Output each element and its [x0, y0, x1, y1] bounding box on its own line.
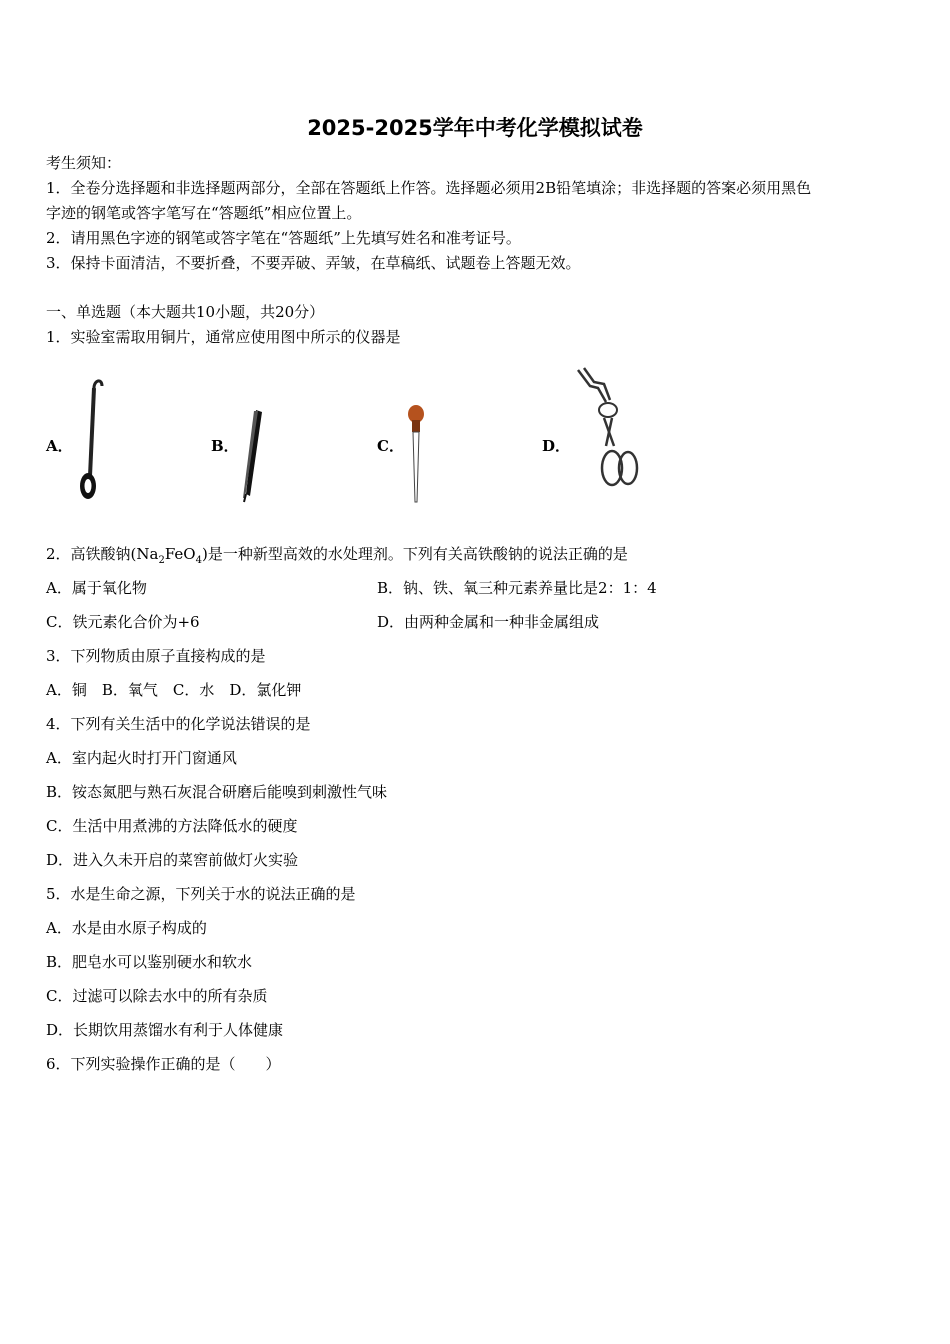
- section-heading: 一、单选题（本大题共10小题，共20分）: [46, 303, 325, 321]
- q5-option-d: D．长期饮用蒸馏水有利于人体健康: [46, 1021, 284, 1039]
- q1-option-b-label: B．: [211, 437, 239, 455]
- question-5-stem: 5．水是生命之源，下列关于水的说法正确的是: [46, 885, 356, 903]
- question-6-stem: 6．下列实验操作正确的是（ ）: [46, 1055, 281, 1073]
- question-2-stem: 2．高铁酸钠$(Na_2FeO_4)$是一种新型高效的水处理剂。下列有关高铁酸钠的说法正确的是: [46, 545, 628, 566]
- notice-item-2: 2．请用黑色字迹的钢笔或答字笔在“答题纸”上先填写姓名和准考证号。: [46, 229, 521, 247]
- q1-option-d-label: D．: [542, 437, 571, 455]
- q5-option-c: C．过滤可以除去水中的所有杂质: [46, 987, 268, 1005]
- q2-option-a: A．属于氧化物: [46, 579, 147, 597]
- q1-option-a-label: A．: [46, 437, 73, 455]
- spoon-icon: [72, 376, 112, 502]
- tweezers-icon: [236, 408, 266, 504]
- notice-item-3: 3．保持卡面清洁，不要折叠，不要弄破、弄皱，在草稿纸、试题卷上答题无效。: [46, 254, 581, 272]
- q4-option-a: A．室内起火时打开门窗通风: [46, 749, 237, 767]
- dropper-icon: [402, 404, 432, 508]
- q2-option-c: C．铁元素化合价为+6: [46, 613, 200, 631]
- notice-heading: 考生须知：: [46, 154, 122, 172]
- q4-option-d: D．进入久未开启的菜窖前做灯火实验: [46, 851, 299, 869]
- q3-options: A．铜 B．氧气 C．水 D．氯化钾: [46, 681, 302, 699]
- notice-item-1-cont: 字迹的钢笔或答字笔写在“答题纸”相应位置上。: [46, 204, 362, 222]
- q1-option-c-label: C．: [377, 437, 404, 455]
- q2-option-d: D．由两种金属和一种非金属组成: [377, 613, 600, 631]
- q4-option-b: B．铵态氮肥与熟石灰混合研磨后能嗅到刺激性气味: [46, 783, 388, 801]
- question-1-stem: 1．实验室需取用铜片，通常应使用图中所示的仪器是: [46, 328, 401, 346]
- q5-option-b: B．肥皂水可以鉴别硬水和软水: [46, 953, 253, 971]
- q5-option-a: A．水是由水原子构成的: [46, 919, 207, 937]
- page-title: 2025-2025学年中考化学模拟试卷: [307, 116, 643, 140]
- question-4-stem: 4．下列有关生活中的化学说法错误的是: [46, 715, 311, 733]
- crucible-tongs-icon: [568, 366, 644, 492]
- question-3-stem: 3．下列物质由原子直接构成的是: [46, 647, 266, 665]
- notice-item-1: 1．全卷分选择题和非选择题两部分，全部在答题纸上作答。选择题必须用2B铅笔填涂；非选择题的答案必须用黑色: [46, 179, 812, 197]
- q4-option-c: C．生活中用煮沸的方法降低水的硬度: [46, 817, 298, 835]
- q2-option-b: B．钠、铁、氧三种元素养量比是2：1：4: [377, 579, 657, 597]
